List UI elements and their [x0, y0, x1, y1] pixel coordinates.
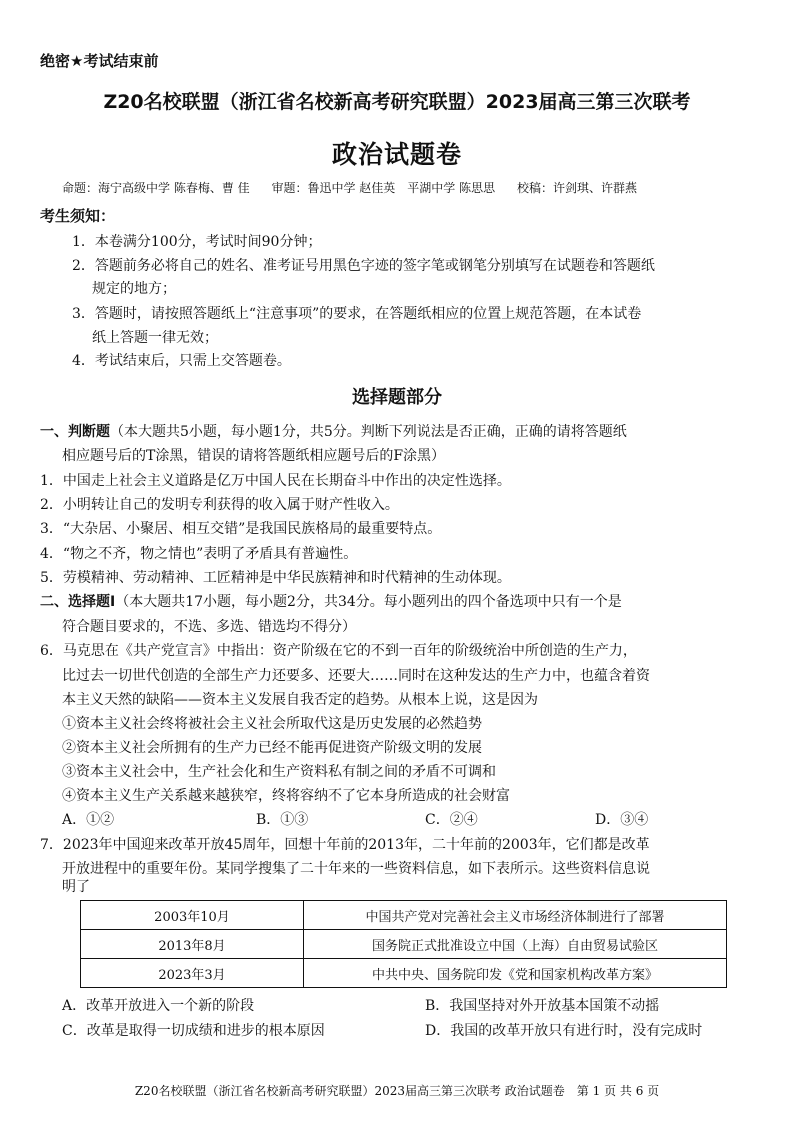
page-footer: Z20名校联盟（浙江省名校新高考研究联盟）2023届高三第三次联考 政治试题卷 第 1 页 共 6 页	[134, 1084, 660, 1098]
part2-heading-cont: 符合题目要求的，不选、多选、错选均不得分）	[62, 619, 356, 635]
q7-info-table	[80, 900, 727, 988]
part1-heading	[40, 421, 627, 441]
table-cell-date: 2003年10月	[81, 901, 304, 930]
q6-statement: ③资本主义社会中，生产社会化和生产资料私有制之间的矛盾不可调和	[62, 764, 496, 780]
q7-option: B．我国坚持对外开放基本国策不动摇	[425, 998, 660, 1014]
q6-stem: 本主义天然的缺陷——资本主义发展自我否定的趋势。从根本上说，这是因为	[62, 692, 538, 708]
part1-heading-desc: （本大题共5小题，每小题1分，共5分。判断下列说法是否正确，正确的请将答题纸	[110, 424, 627, 440]
notice-line: 规定的地方；	[92, 281, 176, 297]
q7-stem: 7．2023年中国迎来改革开放45周年，回想十年前的2013年，二十年前的2003年，它们都是改革	[40, 837, 650, 853]
q6-statement: ②资本主义社会所拥有的生产力已经不能再促进资产阶级文明的发展	[62, 740, 482, 756]
credit-author: 命题：海宁高级中学 陈春梅、曹 佳	[62, 181, 250, 195]
judge-item: 1．中国走上社会主义道路是亿万中国人民在长期奋斗中作出的决定性选择。	[40, 473, 511, 489]
part1-heading-cont: 相应题号后的T涂黑，错误的请将答题纸相应题号后的F涂黑）	[62, 448, 446, 464]
table-row	[81, 901, 727, 930]
q6-stem: 比过去一切世代创造的全部生产力还要多、还要大……同时在这种发达的生产力中，也蕴含着资	[62, 668, 650, 684]
notice-line: 1．本卷满分100分，考试时间90分钟；	[72, 234, 322, 250]
credit-proofreader: 校稿：许剑琪、许群燕	[516, 181, 637, 195]
table-cell-event: 国务院正式批准设立中国（上海）自由贸易试验区	[304, 930, 727, 959]
table-row	[81, 930, 727, 959]
judge-item: 5．劳模精神、劳动精神、工匠精神是中华民族精神和时代精神的生动体现。	[40, 570, 511, 586]
q7-stem: 明了	[62, 879, 90, 895]
judge-item: 3．“大杂居、小聚居、相互交错”是我国民族格局的最重要特点。	[40, 521, 442, 537]
q7-stem: 开放进程中的重要年份。某同学搜集了二十年来的一些资料信息，如下表所示。这些资料信息说	[62, 861, 650, 877]
confidential-label: 绝密★考试结束前	[40, 52, 159, 70]
part2-heading-desc: （本大题共17小题，每小题2分，共34分。每小题列出的四个备选项中只有一个是	[115, 594, 622, 610]
part2-heading	[40, 591, 622, 611]
q6-option: B．①③	[256, 812, 309, 828]
judge-item: 2．小明转让自己的发明专利获得的收入属于财产性收入。	[40, 497, 399, 513]
q6-statement: ④资本主义生产关系越来越狭窄，终将容纳不了它本身所造成的社会财富	[62, 788, 510, 804]
q6-option: D．③④	[595, 812, 649, 828]
table-cell-event: 中国共产党对完善社会主义市场经济体制进行了部署	[304, 901, 727, 930]
exam-title: Z20名校联盟（浙江省名校新高考研究联盟）2023届高三第三次联考	[103, 91, 691, 113]
notice-line: 4．考试结束后，只需上交答题卷。	[72, 353, 291, 369]
part1-heading-label: 一、判断题	[40, 424, 110, 440]
part2-heading-label: 二、选择题Ⅰ	[40, 594, 116, 610]
table-row	[81, 959, 727, 988]
q6-option: C．②④	[425, 812, 478, 828]
judge-item: 4．“物之不齐，物之情也”表明了矛盾具有普遍性。	[40, 546, 358, 562]
q6-stem: 6．马克思在《共产党宣言》中指出：资产阶级在它的不到一百年的阶级统治中所创造的生产力，	[40, 643, 637, 659]
notice-line: 2．答题前务必将自己的姓名、准考证号用黑色字迹的签字笔或钢笔分别填写在试题卷和答题纸	[72, 258, 655, 274]
notice-line: 3．答题时，请按照答题纸上“注意事项”的要求，在答题纸相应的位置上规范答题，在本试卷	[72, 306, 642, 322]
q6-option: A．①②	[62, 812, 115, 828]
subject-title: 政治试题卷	[331, 140, 462, 169]
q7-option: A．改革开放进入一个新的阶段	[62, 998, 255, 1014]
notice-line: 纸上答题一律无效；	[92, 330, 218, 346]
notice-heading: 考生须知：	[40, 207, 116, 225]
q7-option: C．改革是取得一切成绩和进步的根本原因	[62, 1023, 325, 1039]
q7-option: D．我国的改革开放只有进行时，没有完成时	[425, 1023, 703, 1039]
section-title: 选择题部分	[352, 387, 442, 408]
credits-line	[62, 179, 655, 196]
q6-statement: ①资本主义社会终将被社会主义社会所取代这是历史发展的必然趋势	[62, 716, 482, 732]
table-cell-date: 2023年3月	[81, 959, 304, 988]
credit-reviewer: 审题：鲁迅中学 赵佳英 平湖中学 陈思思	[271, 181, 496, 195]
table-cell-date: 2013年8月	[81, 930, 304, 959]
table-cell-event: 中共中央、国务院印发《党和国家机构改革方案》	[304, 959, 727, 988]
